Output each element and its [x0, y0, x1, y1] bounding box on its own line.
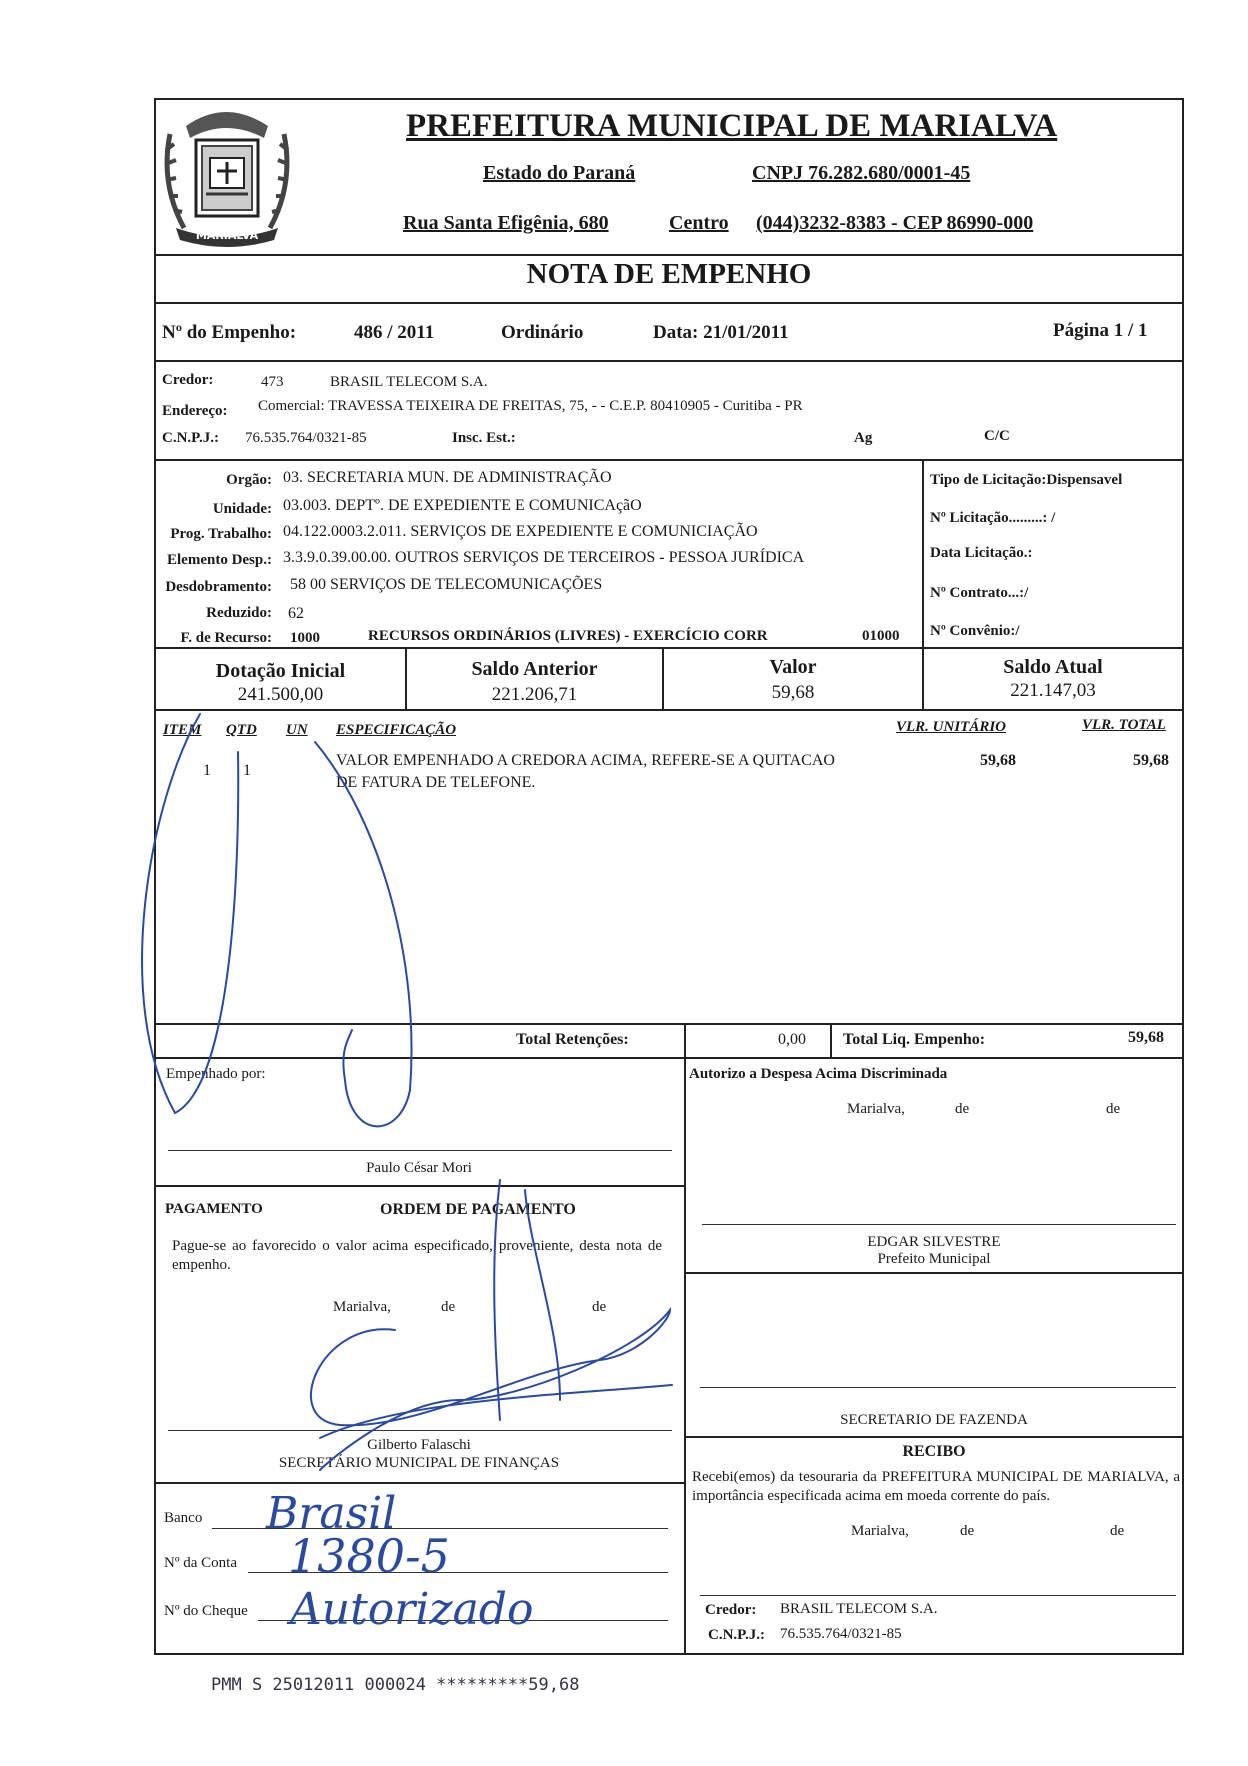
empenhado-name: Paulo César Mori — [366, 1160, 472, 1176]
data-licitacao: Data Licitação.: — [930, 545, 1033, 561]
item-unit-value: 59,68 — [980, 752, 1016, 769]
recibo-signature-line — [700, 1595, 1176, 1596]
saldo-anterior: 221.206,71 — [491, 684, 578, 705]
credor-name: BRASIL TELECOM S.A. — [330, 374, 488, 390]
unidade: 03.003. DEPTº. DE EXPEDIENTE E COMUNICAçãO — [283, 497, 642, 514]
municipal-crest-icon — [156, 104, 298, 252]
financas-signature-line — [168, 1430, 672, 1431]
pagamento-text: Pague-se ao favorecido o valor acima especificado, proveniente, desta nota de empenho. — [172, 1238, 662, 1273]
page-number: Página 1 / 1 — [1053, 320, 1148, 341]
totals-box — [154, 1023, 1184, 1059]
elemento-despesa: 3.3.9.0.39.00.00. OUTROS SERVIÇOS DE TERCEIROS - PESSOA JURÍDICA — [283, 549, 805, 566]
empenho-date: Data: 21/01/2011 — [653, 322, 789, 343]
page-title: PREFEITURA MUNICIPAL DE MARIALVA — [406, 108, 1058, 144]
item-qty: 1 — [243, 762, 251, 779]
ordem-pagamento-label: ORDEM DE PAGAMENTO — [380, 1201, 576, 1218]
tipo-licitacao: Tipo de Licitação:Dispensavel — [930, 472, 1123, 488]
empenhado-signature-line — [168, 1150, 672, 1151]
item-number: 1 — [203, 762, 211, 779]
fazenda-role: SECRETARIO DE FAZENDA — [840, 1412, 1028, 1428]
reduzido: 62 — [288, 605, 304, 622]
handwritten-cheque: Autorizado — [290, 1584, 534, 1635]
total-retencoes: 0,00 — [778, 1031, 806, 1048]
banco-field[interactable] — [212, 1528, 668, 1529]
financas-role: SECRETÁRIO MUNICIPAL DE FINANÇAS — [278, 1455, 560, 1471]
page: MARIALVA PREFEITURA MUNICIPAL DE MARIALVA Estado do Paraná CNPJ 76.282.680/0001-45 Rua Santa Efigênia, 680 Centro (044)3232-8383 - CEP 86990-000 NOTA DE EMPENHO Nº do Empenho: 486 / 2011 Ordinário Data: 21/01/2011 Página 1 / 1 Credor: 473 BRASIL TELECOM S.A. Endereço: Comercial: TRAVESSA TEIXEIRA DE FREITAS, 75, - - C.E.P. 80410905 - Curitiba - PR C.N.P.J.: 76.535.764/0321-85 Insc. Est.: Ag C/C Orgão: 03. SECRETARIA MUN. DE ADMINISTRAÇÃO Unidade: 03.003. DEPTº. DE EXPEDIENTE E COMUNICAçãO Prog. Trabalho: 04.122.0003.2.011. SERVIÇOS DE EXPEDIENTE E COMUNICIAÇÃO Elemento Desp.: 3.3.9.0.39.00.00. OUTROS SERVIÇOS DE TERCEIROS - PESSOA JURÍDICA Desdobramento: 58 00 SERVIÇOS DE TELECOMUNICAÇÕES Reduzido: 62 F. de Recurso: 1000 RECURSOS ORDINÁRIOS (LIVRES) - EXERCÍCIO CORR 01000 Tipo de Licitação:Dispensavel Nº Licitação.........: / Data Licitação.: Nº Contrato...:/ Nº Convênio:/ Dotação Inicial 241.500,00 Saldo Anterior 221.206,71 Valor 59,68 Saldo Atual 221.147,03 ITEM QTD UN ESPECIFICAÇÃO VLR. UNITÁRIO VLR. TOTAL 1 1 VALOR EMPENHADO A CREDORA ACIMA, REFERE-SE A QUITACAO DE FATURA DE TELEFONE. 59,68 59,68 Total Retenções: 0,00 Total Liq. Empenho: 59,68 Empenhado por: Paulo César Mori Autorizo a Despesa Acima Discriminada Marialva, de de EDGAR SILVESTRE Prefeito Municipal SECRETARIO DE FAZENDA PAGAMENTO ORDEM DE PAGAMENTO Pague-se ao favorecido o valor acima especificado, proveniente, desta nota de empenho. Marialva, de de Gilberto Falaschi SECRETÁRIO MUNICIPAL DE FINANÇAS Banco Nº da Conta Nº do Cheque RECIBO Recebi(emos) da tesouraria da PREFEITURA MUNICIPAL DE MARIALVA, a importância especificada acima em moeda corrente do país. Marialva, de de Credor: BRASIL TELECOM S.A. C.N.P.J.: 76.535.764/0321-85 PMM S 25012011 000024 *********59,68 Brasil 1380-5 Autorizado — [0, 0, 1248, 1766]
recibo-text: Recebi(emos) da tesouraria da PREFEITURA MUNICIPAL DE MARIALVA, a importância especificada acima em moeda corrente do país. — [692, 1469, 1180, 1504]
credor-cnpj: 76.535.764/0321-85 — [245, 430, 367, 446]
autorizo-label: Autorizo a Despesa Acima Discriminada — [689, 1066, 948, 1082]
desdobramento: 58 00 SERVIÇOS DE TELECOMUNICAÇÕES — [290, 576, 603, 593]
empenho-type: Ordinário — [501, 322, 584, 343]
handwritten-banco: Brasil — [266, 1488, 397, 1539]
recibo-title: RECIBO — [902, 1443, 966, 1460]
numero-convenio: Nº Convênio:/ — [930, 623, 1020, 639]
orgao: 03. SECRETARIA MUN. DE ADMINISTRAÇÃO — [283, 469, 612, 486]
recibo-cnpj: 76.535.764/0321-85 — [780, 1626, 902, 1642]
item-total-value: 59,68 — [1133, 752, 1169, 769]
payment-stamp: PMM S 25012011 000024 *********59,68 — [211, 1675, 580, 1695]
state-name: Estado do Paraná — [483, 162, 636, 184]
numero-licitacao: Nº Licitação.........: / — [930, 510, 1056, 526]
dotacao-inicial: 241.500,00 — [237, 684, 324, 705]
lower-box — [154, 1057, 1184, 1655]
city-address: Rua Santa Efigênia, 680 — [403, 212, 609, 234]
cheque-field[interactable] — [258, 1620, 668, 1621]
recurso-code: 1000 — [290, 630, 320, 646]
valor: 59,68 — [771, 682, 815, 703]
recurso-number: 01000 — [862, 628, 900, 644]
saldo-atual: 221.147,03 — [1010, 680, 1096, 701]
financas-name: Gilberto Falaschi — [367, 1437, 471, 1453]
city-cnpj: CNPJ 76.282.680/0001-45 — [752, 162, 971, 184]
credor-code: 473 — [261, 374, 284, 390]
handwritten-conta: 1380-5 — [288, 1529, 450, 1583]
city-phone-cep: (044)3232-8383 - CEP 86990-000 — [756, 212, 1034, 234]
city-district: Centro — [669, 212, 729, 234]
numero-contrato: Nº Contrato...:/ — [930, 585, 1029, 601]
prefeito-signature-line — [702, 1224, 1176, 1225]
total-liquido: 59,68 — [1128, 1029, 1164, 1046]
pagamento-label: PAGAMENTO — [165, 1201, 263, 1217]
prog-trabalho: 04.122.0003.2.011. SERVIÇOS DE EXPEDIENTE E COMUNICIAÇÃO — [283, 523, 758, 540]
prefeito-role: Prefeito Municipal — [877, 1251, 991, 1267]
prefeito-name: EDGAR SILVESTRE — [867, 1234, 1001, 1250]
item-description-line1: VALOR EMPENHADO A CREDORA ACIMA, REFERE-SE A QUITACAO — [336, 752, 835, 769]
empenho-number: 486 / 2011 — [354, 322, 435, 343]
recibo-credor: BRASIL TELECOM S.A. — [780, 1601, 938, 1617]
empenhado-label: Empenhado por: — [166, 1066, 266, 1082]
conta-field[interactable] — [248, 1572, 668, 1573]
credor-address: Comercial: TRAVESSA TEIXEIRA DE FREITAS, 75, - - C.E.P. 80410905 - Curitiba - PR — [258, 398, 803, 414]
recurso-desc: RECURSOS ORDINÁRIOS (LIVRES) - EXERCÍCIO CORR — [368, 628, 768, 644]
document-title: NOTA DE EMPENHO — [526, 258, 812, 290]
item-description-line2: DE FATURA DE TELEFONE. — [336, 774, 536, 791]
svg-text:MARIALVA: MARIALVA — [195, 229, 259, 242]
fazenda-signature-line — [700, 1387, 1176, 1388]
